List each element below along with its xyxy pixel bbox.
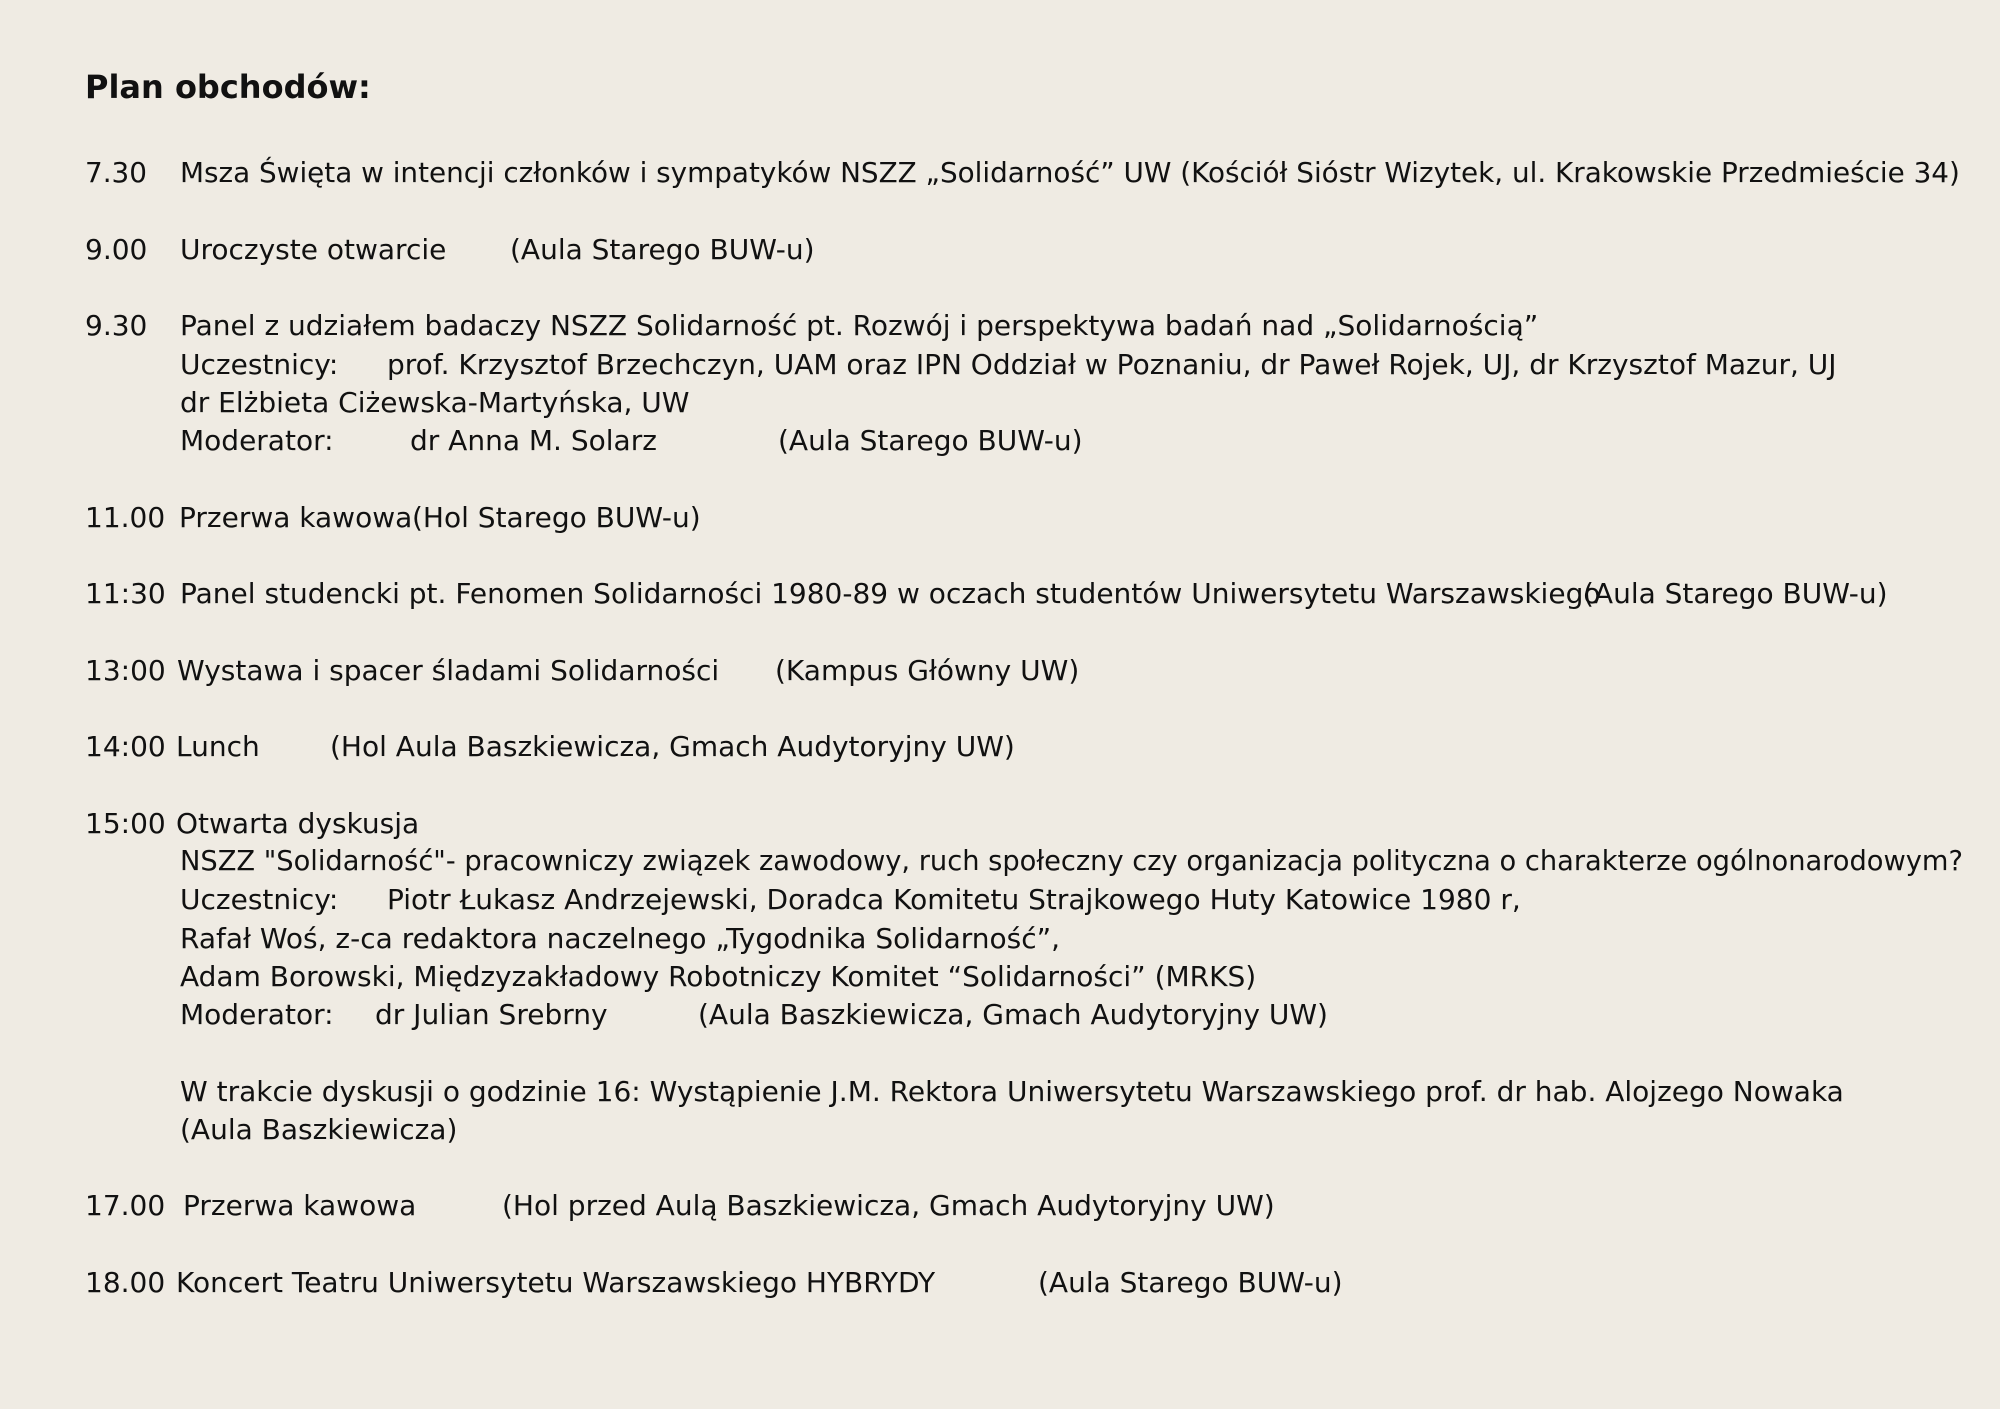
event-place: (Aula Starego BUW-u) [510, 233, 815, 266]
event-text: Wystawa i spacer śladami Solidarności [177, 654, 720, 687]
time-label: 15:00 [85, 807, 166, 840]
note-text: W trakcie dyskusji o godzinie 16: Wystąpienie J.M. Rektora Uniwersytetu Warszawskiego prof. dr hab. Alojzego Nowaka [180, 1075, 1844, 1108]
event-text: Otwarta dyskusja [176, 807, 420, 840]
event-text: Przerwa kawowa [183, 1189, 417, 1222]
event-place: (Hol przed Aulą Baszkiewicza, Gmach Audytoryjny UW) [502, 1189, 1275, 1222]
participants-list: Piotr Łukasz Andrzejewski, Doradca Komitetu Strajkowego Huty Katowice 1980 r, [387, 883, 1521, 916]
moderator-name: dr Anna M. Solarz [410, 424, 657, 457]
event-place: (Kampus Główny UW) [775, 654, 1080, 687]
event-place: (Aula Starego BUW-u) [778, 424, 1083, 457]
topic-text: NSZZ "Solidarność"- pracowniczy związek zawodowy, ruch społeczny czy organizacja polityczna o charakterze ogólnonarodowym? [180, 846, 1963, 877]
event-text: Msza Święta w intencji członków i sympatyków NSZZ „Solidarność” UW (Kościół Sióstr Wizytek, ul. Krakowskie Przedmieście 34) [180, 156, 1960, 189]
moderator-label: Moderator: [180, 998, 334, 1031]
moderator-name: dr Julian Srebrny [375, 998, 608, 1031]
event-place: (Hol Starego BUW-u) [412, 501, 701, 534]
participants-label: Uczestnicy: [180, 348, 339, 381]
event-place: (Hol Aula Baszkiewicza, Gmach Audytoryjny UW) [330, 730, 1015, 763]
page-title: Plan obchodów: [85, 68, 371, 106]
event-text: Koncert Teatru Uniwersytetu Warszawskiego HYBRYDY [176, 1266, 936, 1299]
event-place: (Aula Baszkiewicza, Gmach Audytoryjny UW) [698, 998, 1328, 1031]
event-text: Uroczyste otwarcie [180, 233, 447, 266]
event-text: Lunch [176, 730, 260, 763]
participants-list: prof. Krzysztof Brzechczyn, UAM oraz IPN Oddział w Poznaniu, dr Paweł Rojek, UJ, dr Krzysztof Mazur, UJ [387, 348, 1837, 381]
time-label: 11:30 [85, 577, 166, 610]
time-label: 13:00 [85, 654, 166, 687]
time-label: 18.00 [85, 1266, 166, 1299]
participants-list: dr Elżbieta Ciżewska-Martyńska, UW [180, 386, 690, 419]
time-label: 14:00 [85, 730, 166, 763]
time-label: 11.00 [85, 501, 166, 534]
time-label: 9.00 [85, 233, 148, 266]
note-place: (Aula Baszkiewicza) [180, 1113, 458, 1146]
event-text: Panel studencki pt. Fenomen Solidarności 1980-89 w oczach studentów Uniwersytetu Warszawskiego [180, 577, 1601, 610]
time-label: 9.30 [85, 309, 148, 342]
time-label: 7.30 [85, 156, 147, 189]
event-place: (Aula Starego BUW-u) [1583, 577, 1888, 610]
participants-label: Uczestnicy: [180, 883, 339, 916]
participants-list: Rafał Woś, z-ca redaktora naczelnego „Tygodnika Solidarność”, [180, 922, 1061, 955]
time-label: 17.00 [85, 1189, 166, 1222]
moderator-label: Moderator: [180, 424, 334, 457]
participants-list: Adam Borowski, Międzyzakładowy Robotniczy Komitet “Solidarności” (MRKS) [180, 960, 1257, 993]
event-text: Panel z udziałem badaczy NSZZ Solidarność pt. Rozwój i perspektywa badań nad „Solidarnością” [180, 309, 1539, 342]
event-text: Przerwa kawowa [179, 501, 413, 534]
event-place: (Aula Starego BUW-u) [1038, 1266, 1343, 1299]
